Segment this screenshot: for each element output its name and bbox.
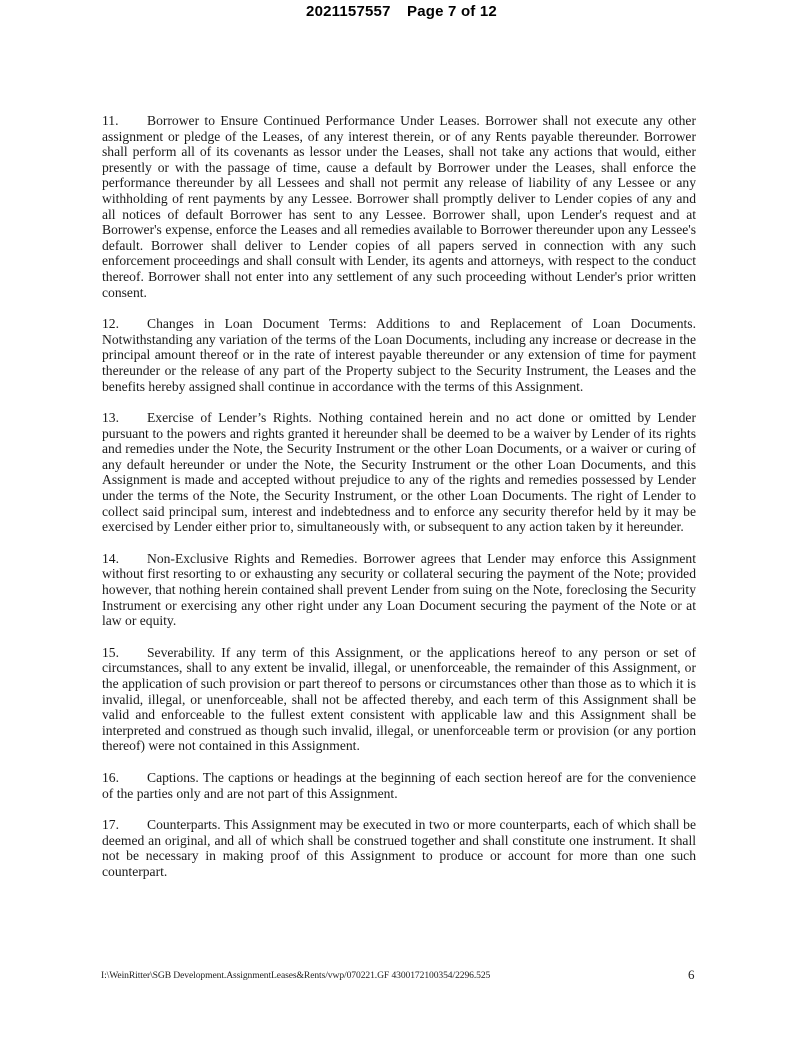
section-number: 15.	[102, 644, 119, 660]
section-number: 16.	[102, 769, 119, 785]
section-text: Exercise of Lender’s Rights. Nothing contained herein and no act done or omitted by Lender pursuant to the powers and rights granted it hereunder shall be deemed to be a waiver by Lender of its rights and remedies under the Note, the Security Instrument or the other Loan Documents, or a waiver or curing of any default hereunder or under the Note, the Security Instrument or the other Loan Documents, and this Assignment is made and accepted without prejudice to any of the rights and remedies possessed by Lender under the terms of the Note, the Security Instrument, or the other Loan Documents. The right of Lender to collect said principal sum, interest and indebtedness and to enforce any security therefor held by it may be exercised by Lender either prior to, simultaneously with, or subsequent to any action taken by it hereunder.	[102, 410, 696, 535]
section-text: Non-Exclusive Rights and Remedies. Borrower agrees that Lender may enforce this Assignment without first resorting to or exhausting any security or collateral securing the payment of the Note; provided however, that nothing herein contained shall prevent Lender from suing on the Note, foreclosing the Security Instrument or exercising any other right under any Loan Document securing the payment of the Note or at law or equity.	[102, 550, 696, 629]
section-text: Borrower to Ensure Continued Performance Under Leases. Borrower shall not execute any other assignment or pledge of the Leases, of any interest therein, or of any Rents payable thereunder. Borrower shall perform all of its covenants as lessor under the Leases, shall not take any actions that would, either presently or with the passage of time, cause a default by Borrower under the Leases, shall enforce the performance thereunder by all Lessees and shall not permit any release of liability of any Lessee or any withholding of rent payments by any Lessee. Borrower shall promptly deliver to Lender copies of any and all notices of default Borrower has sent to any Lessee. Borrower shall, upon Lender's request and at Borrower's expense, enforce the Leases and all remedies available to Borrower thereunder upon any Lessee's default. Borrower shall deliver to Lender copies of all papers served in connection with any such enforcement proceedings and shall consult with Lender, its agents and attorneys, with respect to the conduct thereof. Borrower shall not enter into any settlement of any such proceeding without Lender's prior written consent.	[102, 113, 696, 300]
section-text: Changes in Loan Document Terms: Additions to and Replacement of Loan Documents. Notwithstanding any variation of the terms of the Loan Documents, including any increase or decrease in the principal amount thereof or in the rate of interest payable thereunder or any extension of time for payment thereunder or the release of any part of the Property subject to the Security Instrument, the Leases and the benefits hereby assigned shall continue in accordance with the terms of this Assignment.	[102, 316, 696, 394]
footer-file-path: I:\WeinRitter\SGB Development.AssignmentLeases&Rents/vwp/070221.GF 4300172100354/2296.525	[101, 970, 491, 981]
document-body	[102, 113, 696, 896]
section-number: 14.	[102, 550, 119, 566]
page-indicator: Page 7 of 12	[407, 3, 497, 20]
section-12	[102, 316, 696, 394]
section-16	[102, 770, 696, 801]
section-text: Severability. If any term of this Assignment, or the applications hereof to any person or set of circumstances, shall to any extent be invalid, illegal, or unenforceable, the remainder of this Assignment, or the application of such provision or part thereof to persons or circumstances other than those as to which it is invalid, illegal, or unenforceable, shall not be affected thereby, and each term of this Assignment shall be valid and enforceable to the fullest extent consistent with applicable law and this Assignment shall be interpreted and construed as though such invalid, illegal, or unenforceable term or provision (or any portion thereof) were not contained in this Assignment.	[102, 644, 696, 754]
section-11	[102, 113, 696, 300]
section-number: 13.	[102, 410, 119, 426]
section-number: 11.	[102, 113, 119, 128]
section-text: Counterparts. This Assignment may be executed in two or more counterparts, each of which shall be deemed an original, and all of which shall be construed together and shall constitute one instrument. It shall not be necessary in making proof of this Assignment to produce or account for more than one such counterpart.	[102, 817, 696, 879]
section-number: 17.	[102, 817, 119, 833]
document-header	[0, 3, 803, 20]
section-15	[102, 645, 696, 754]
document-id: 2021157557	[306, 3, 391, 20]
section-17	[102, 817, 696, 879]
section-14	[102, 551, 696, 629]
section-text: Captions. The captions or headings at the beginning of each section hereof are for the convenience of the parties only and are not part of this Assignment.	[102, 769, 696, 801]
footer-page-number: 6	[688, 967, 695, 982]
section-number: 12.	[102, 316, 119, 332]
section-13	[102, 410, 696, 535]
